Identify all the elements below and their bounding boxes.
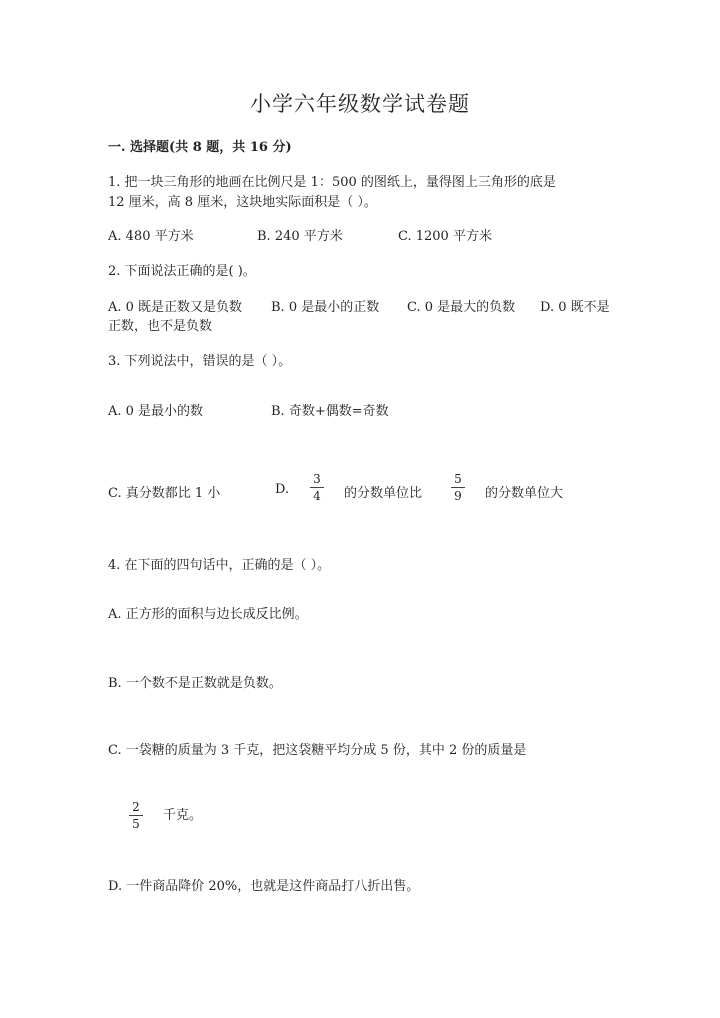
question-3-option-d-text: 的分数单位比 [344,486,423,501]
question-4-option-a: A. 正方形的面积与边长成反比例。 [108,607,308,622]
fraction-numerator: 3 [313,472,321,486]
fraction-denominator: 9 [454,489,462,503]
fraction-denominator: 4 [313,489,321,503]
question-1-line-2: 12 厘米，高 8 厘米，这块地实际面积是（ ）。 [108,195,377,210]
question-1-option-c: C. 1200 平方米 [398,229,492,244]
question-2-option-c: C. 0 是最大的负数 [407,300,516,315]
fraction-numerator: 5 [454,472,462,486]
question-1-option-a: A. 480 平方米 [108,229,194,244]
fraction-bar [129,815,143,816]
page-title: 小学六年级数学试卷题 [250,92,470,116]
fraction-numerator: 2 [132,800,140,814]
question-4-option-b: B. 一个数不是正数就是负数。 [108,676,282,691]
fraction-two-fifths [127,800,145,831]
question-2-option-b: B. 0 是最小的正数 [271,300,380,315]
fraction-bar [451,487,465,488]
question-2-option-d: D. 0 既不是 [540,300,610,315]
question-3-option-c: C. 真分数都比 1 小 [108,486,221,501]
fraction-denominator: 5 [132,817,140,831]
question-2-option-d-continued: 正数，也不是负数 [108,319,213,334]
question-1-line-1: 1. 把一块三角形的地画在比例尺是 1：500 的图纸上，量得图上三角形的底是 [108,175,556,190]
question-1-option-b: B. 240 平方米 [257,229,343,244]
question-4-option-c: C. 一袋糖的质量为 3 千克，把这袋糖平均分成 5 份，其中 2 份的质量是 [108,743,527,758]
fraction-three-quarters [308,472,326,503]
fraction-five-ninths [449,472,467,503]
question-4-stem: 4. 在下面的四句话中，正确的是（ ）。 [108,558,331,573]
section-heading: 一. 选择题(共 8 题，共 16 分) [108,140,292,155]
question-3-option-d-label: D. [275,482,290,497]
question-3-option-d-suffix: 的分数单位大 [485,486,564,501]
question-2-stem: 2. 下面说法正确的是( )。 [108,264,256,279]
question-3-option-a: A. 0 是最小的数 [108,404,204,419]
question-4-option-d: D. 一件商品降价 20%，也就是这件商品打八折出售。 [108,879,420,894]
fraction-bar [310,487,324,488]
question-4-option-c-suffix: 千克。 [163,808,203,823]
question-3-stem: 3. 下列说法中，错误的是（ ）。 [108,354,292,369]
question-2-option-a: A. 0 既是正数又是负数 [108,300,243,315]
question-3-option-b: B. 奇数+偶数=奇数 [271,404,389,419]
